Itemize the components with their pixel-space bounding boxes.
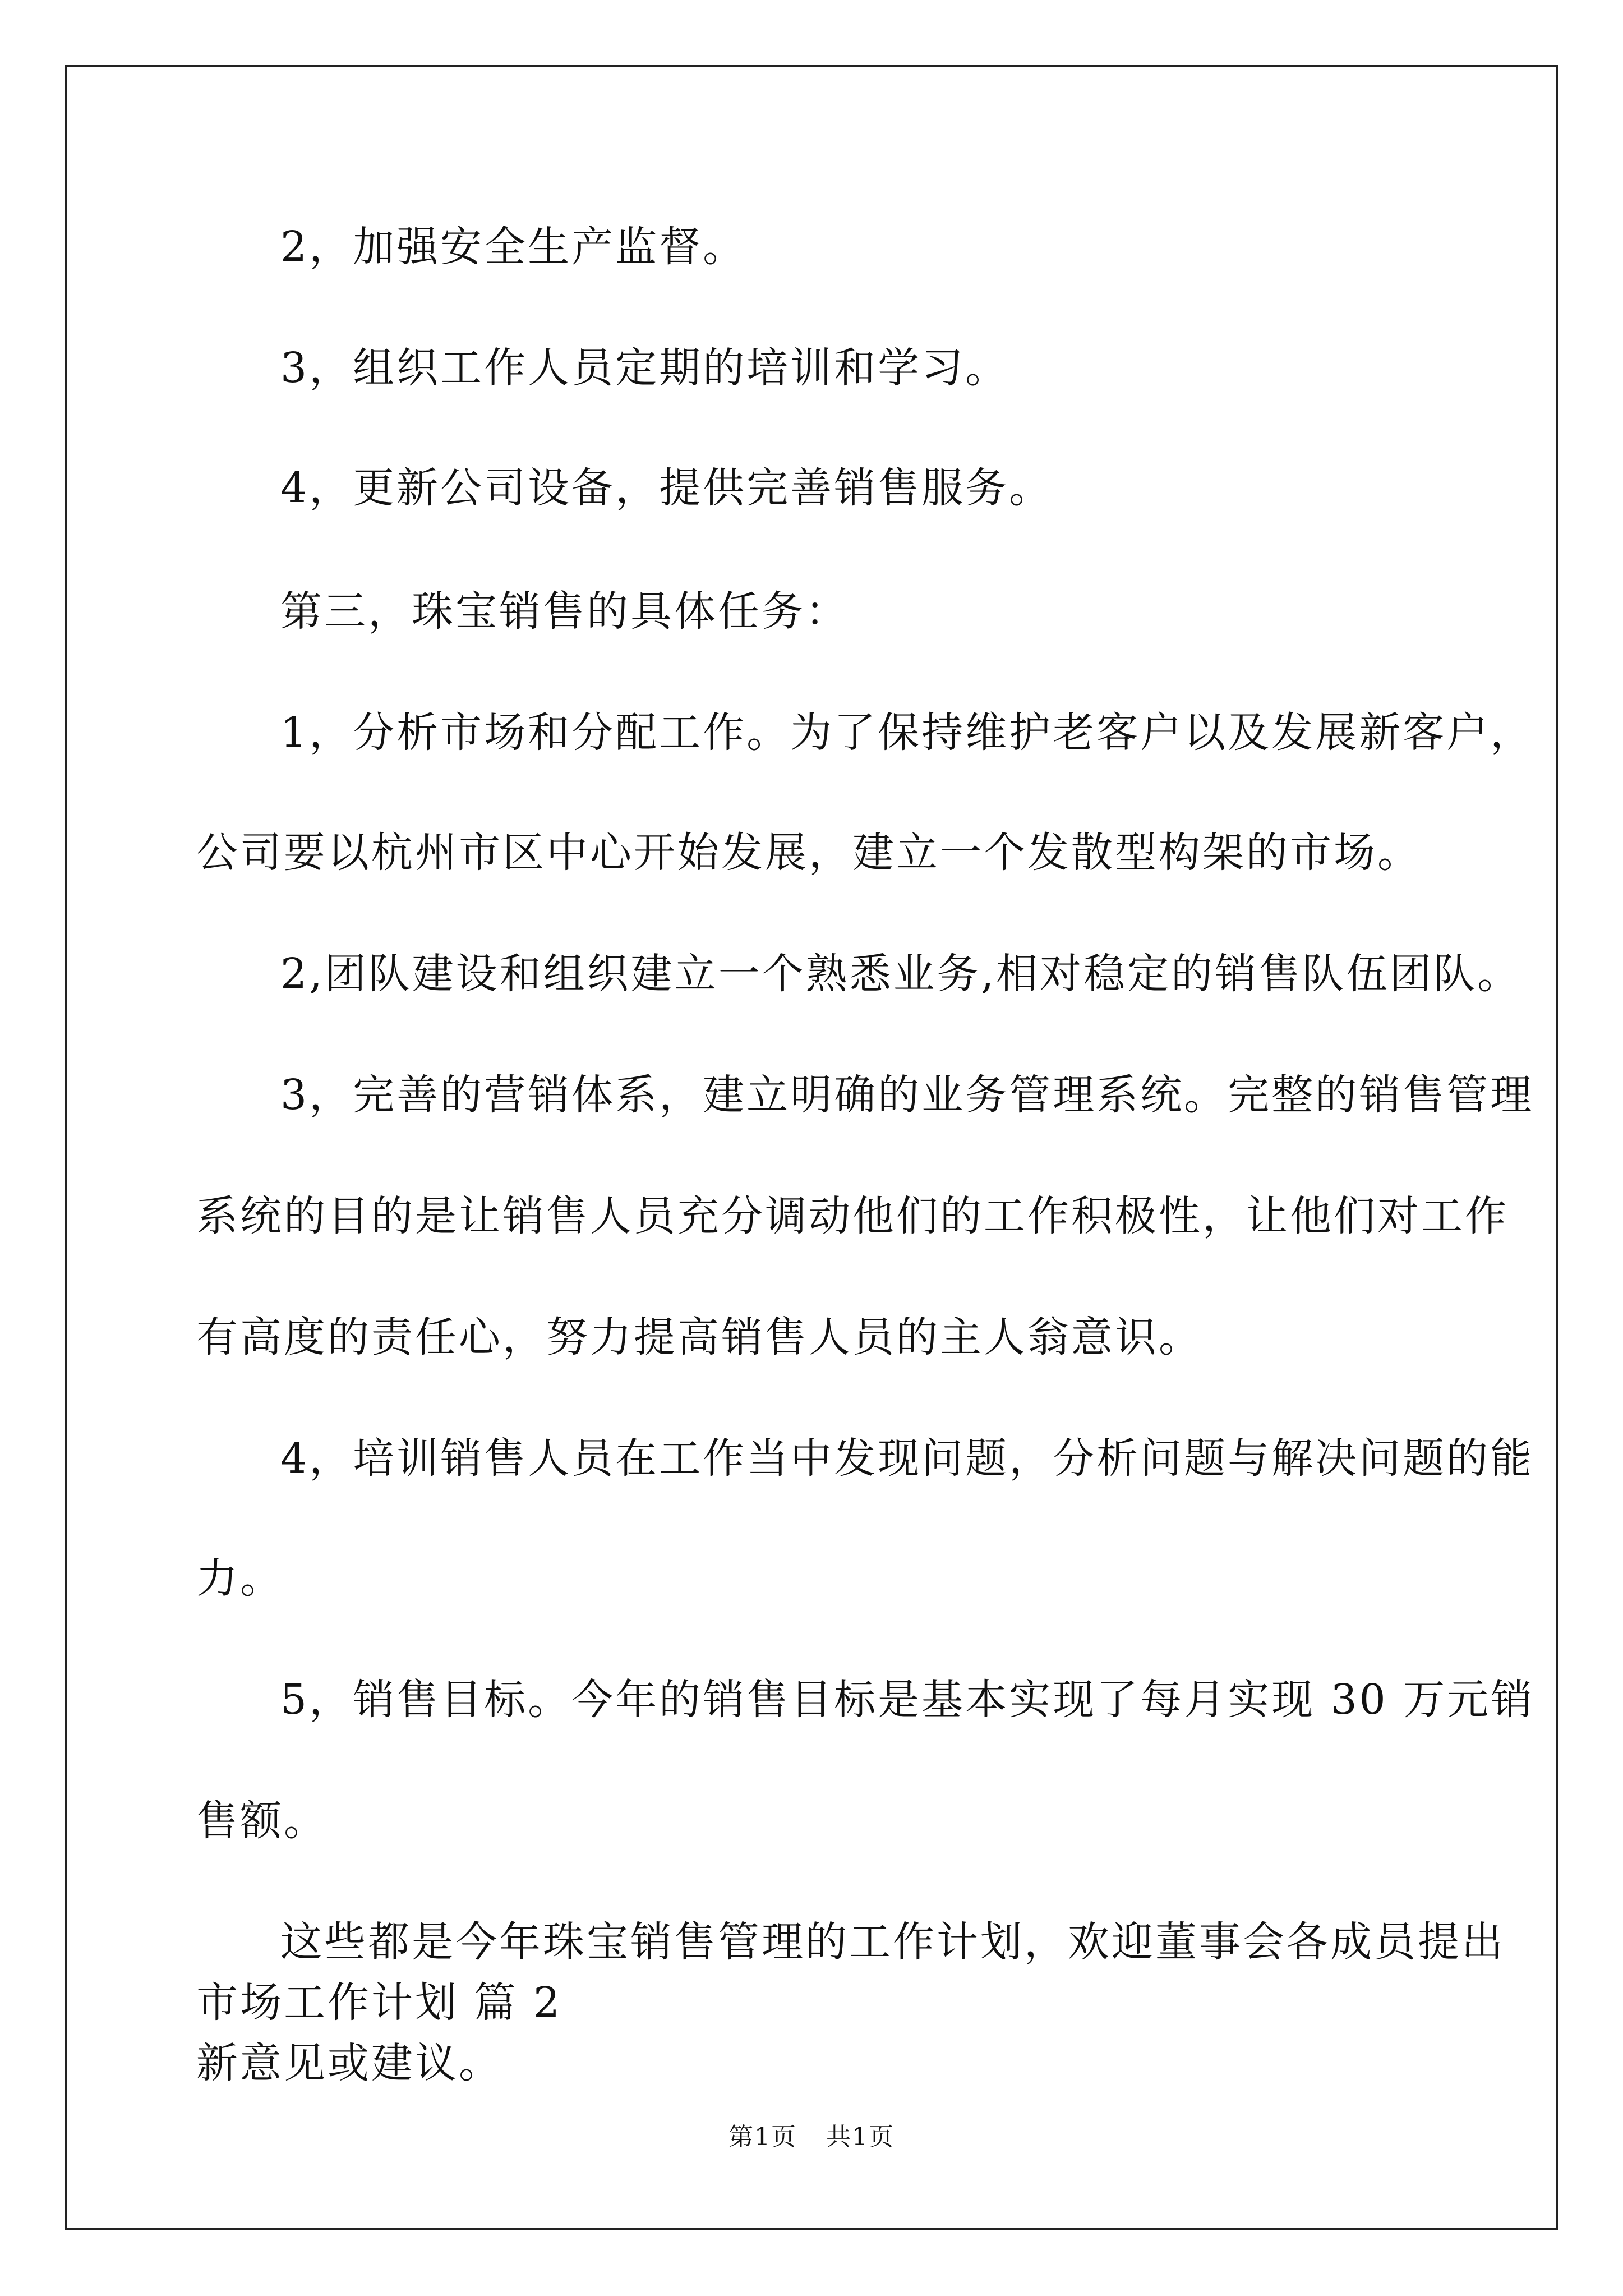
page-number-total: 共1页 bbox=[826, 2123, 895, 2151]
page-number-current: 第1页 bbox=[728, 2123, 797, 2151]
paragraph-line: 这些都是今年珠宝销售管理的工作计划，欢迎董事会各成员提出 bbox=[280, 1918, 1505, 1966]
section-heading: 第三，珠宝销售的具体任务： bbox=[280, 587, 849, 636]
paragraph-line: 4，培训销售人员在工作当中发现问题，分析问题与解决问题的能 bbox=[280, 1434, 1534, 1483]
section-title: 市场工作计划 篇 2 bbox=[196, 1978, 562, 2027]
paragraph-line: 有高度的责任心，努力提高销售人员的主人翁意识。 bbox=[196, 1313, 1202, 1361]
paragraph-line: 系统的目的是让销售人员充分调动他们的工作积极性，让他们对工作 bbox=[196, 1192, 1509, 1240]
paragraph-line: 新意见或建议。 bbox=[196, 2039, 502, 2087]
paragraph-line: 2,团队建设和组织建立一个熟悉业务,相对稳定的销售队伍团队。 bbox=[280, 950, 1521, 998]
paragraph-line: 3，组织工作人员定期的培训和学习。 bbox=[280, 344, 1009, 392]
paragraph-line: 2，加强安全生产监督。 bbox=[280, 223, 747, 271]
paragraph-line: 公司要以杭州市区中心开始发展，建立一个发散型构架的市场。 bbox=[196, 829, 1421, 877]
page-footer bbox=[0, 2120, 1623, 2154]
paragraph-line: 3，完善的营销体系，建立明确的业务管理系统。完整的销售管理 bbox=[280, 1071, 1534, 1119]
paragraph-line: 1，分析市场和分配工作。为了保持维护老客户以及发展新客户， bbox=[280, 708, 1534, 757]
paragraph-line: 售额。 bbox=[196, 1797, 328, 1845]
paragraph-line: 4，更新公司设备，提供完善销售服务。 bbox=[280, 464, 1053, 512]
paragraph-line: 5，销售目标。今年的销售目标是基本实现了每月实现 30 万元销 bbox=[280, 1676, 1535, 1724]
paragraph-line: 力。 bbox=[196, 1554, 284, 1603]
